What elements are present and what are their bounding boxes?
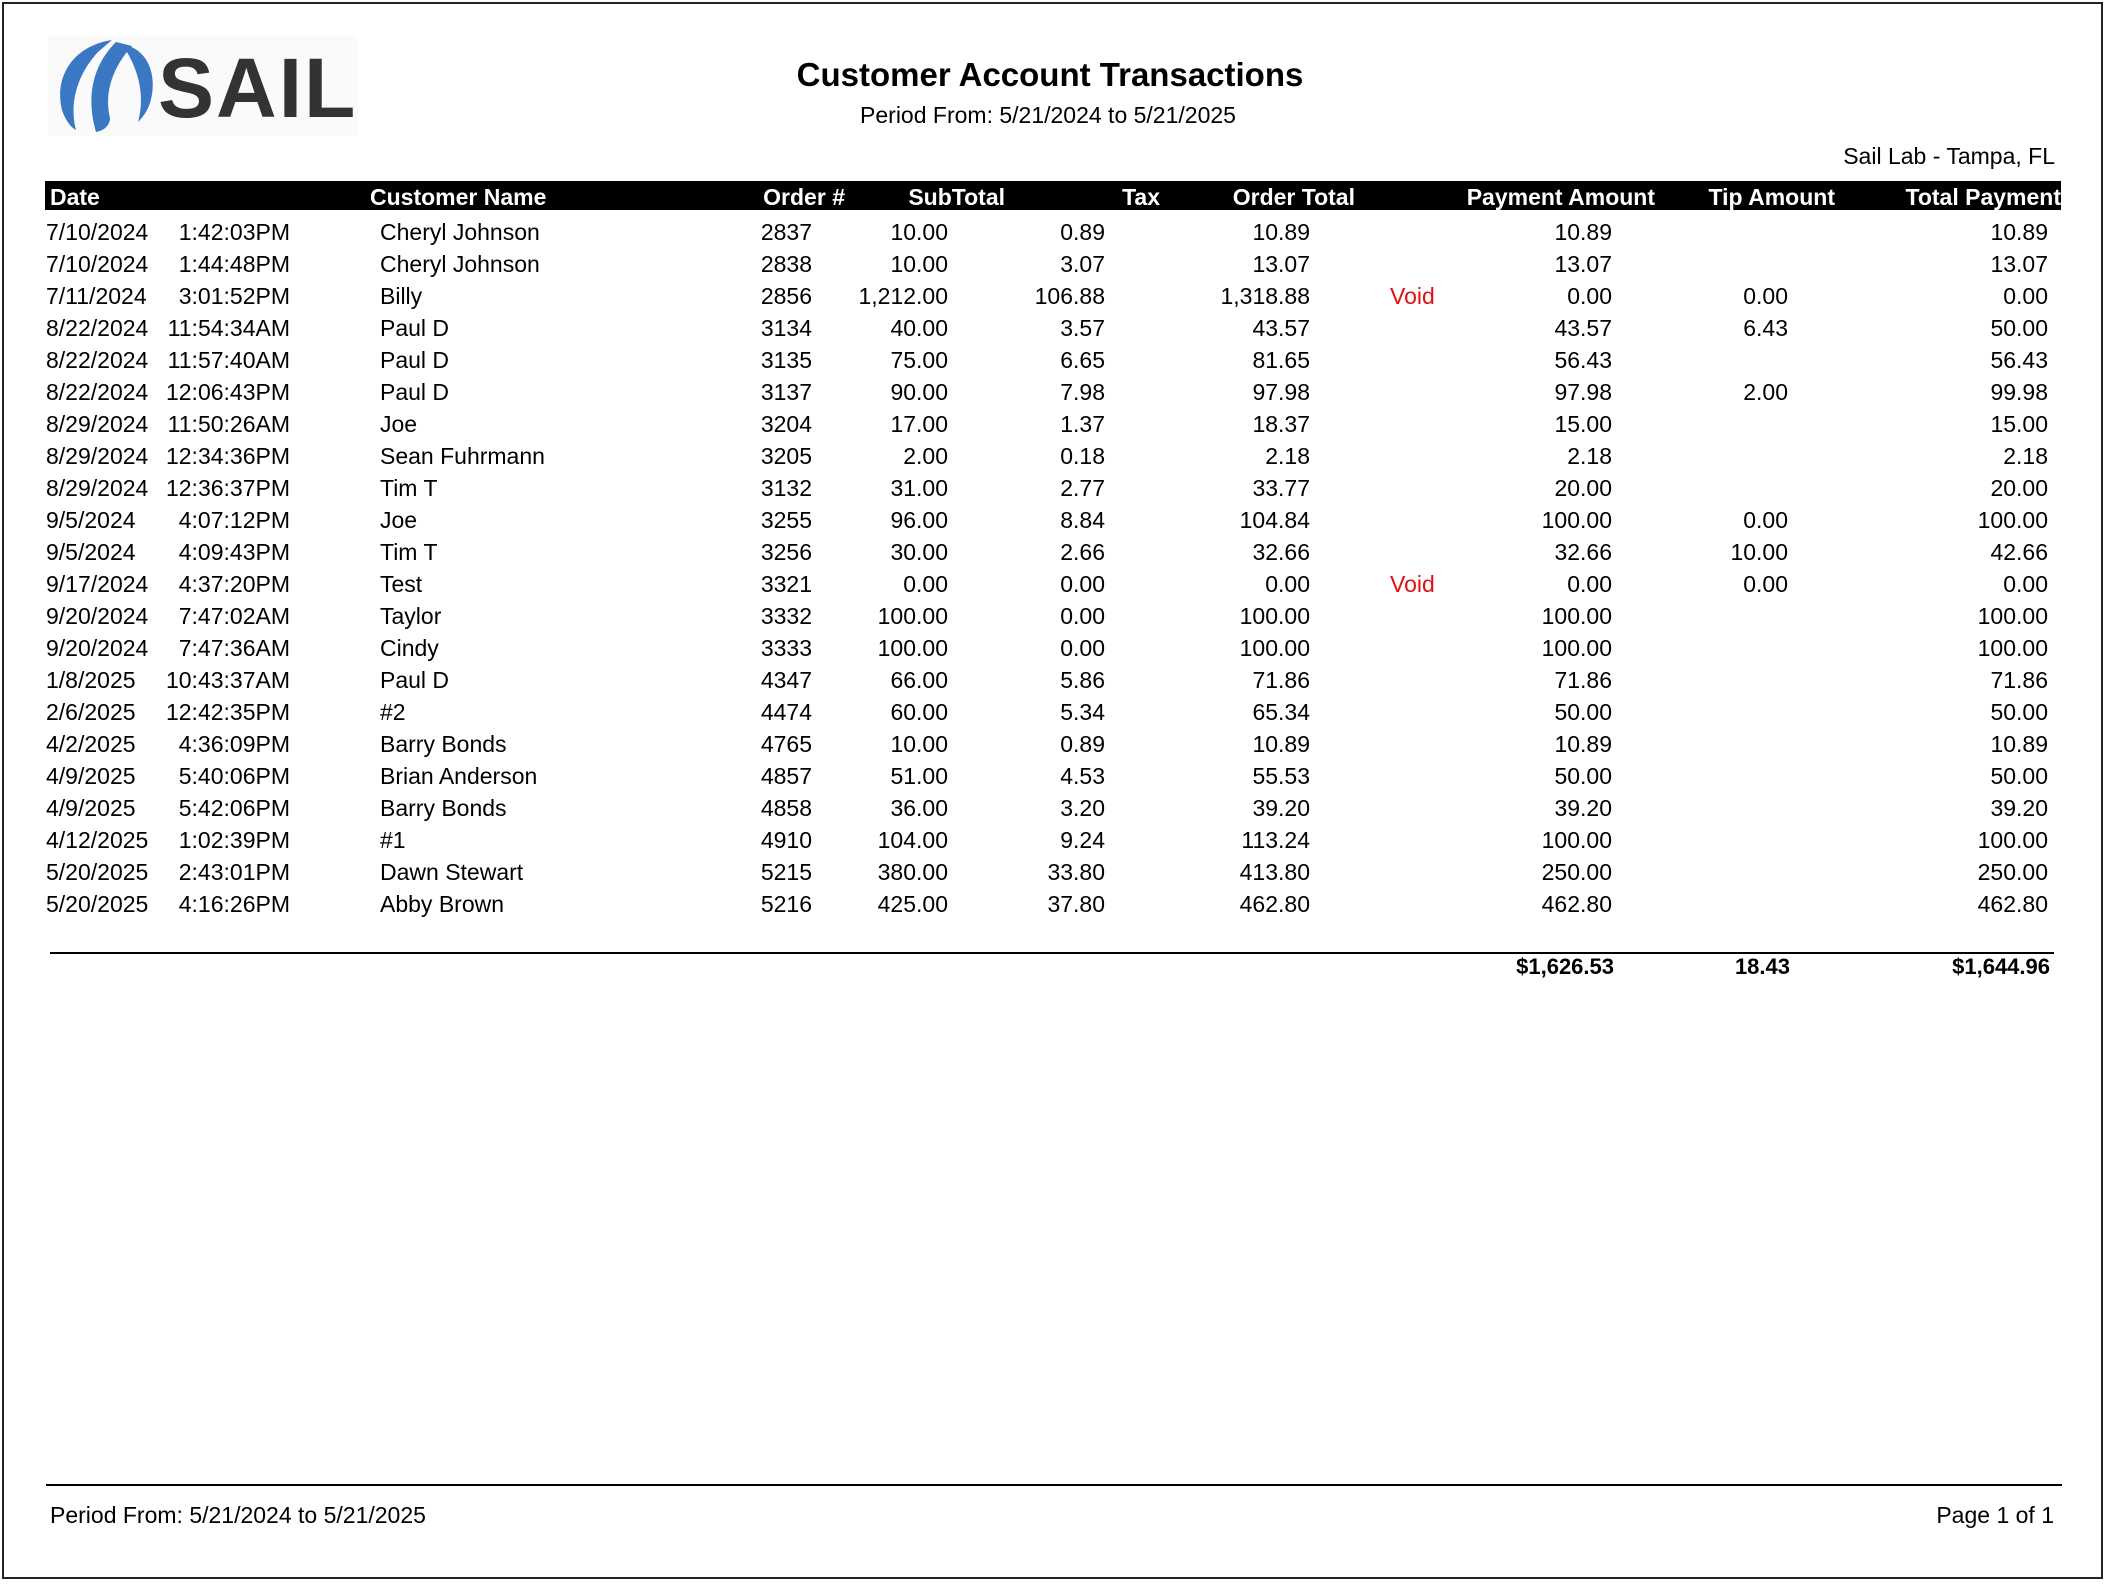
- total-payment-cell: 250.00: [1977, 859, 2048, 885]
- payment-cell: 20.00: [1554, 475, 1612, 501]
- column-header-order: Order #: [763, 184, 845, 210]
- table-row: [0, 248, 2108, 280]
- order-total-cell: 71.86: [1252, 667, 1310, 693]
- table-row: [0, 664, 2108, 696]
- payment-cell: 56.43: [1554, 347, 1612, 373]
- order-cell: 2856: [760, 283, 812, 309]
- report-title: Customer Account Transactions: [796, 56, 1304, 93]
- total-payment-cell: 100.00: [1977, 635, 2048, 661]
- order-cell: 4474: [760, 699, 812, 725]
- column-header-order-total: Order Total: [1232, 184, 1355, 210]
- total-total-payment: $1,644.96: [1952, 954, 2050, 979]
- payment-cell: 250.00: [1541, 859, 1612, 885]
- customer-cell: Dawn Stewart: [380, 859, 524, 885]
- table-row: [0, 536, 2108, 568]
- time-cell: 2:43:01PM: [178, 859, 290, 885]
- total-payment-cell: 39.20: [1990, 795, 2048, 821]
- tax-cell: 0.89: [1060, 731, 1105, 757]
- subtotal-cell: 1,212.00: [858, 283, 948, 309]
- order-cell: 2837: [760, 219, 812, 245]
- order-total-cell: 113.24: [1241, 827, 1310, 853]
- time-cell: 7:47:36AM: [178, 635, 290, 661]
- payment-cell: 2.18: [1567, 443, 1612, 469]
- payment-cell: 50.00: [1554, 763, 1612, 789]
- subtotal-cell: 17.00: [890, 411, 948, 437]
- tax-cell: 0.00: [1060, 571, 1105, 597]
- tax-cell: 106.88: [1034, 283, 1105, 309]
- customer-cell: Barry Bonds: [380, 731, 507, 757]
- total-payment-cell: 0.00: [2003, 571, 2048, 597]
- total-payment-cell: 50.00: [1990, 315, 2048, 341]
- table-row: [0, 280, 2108, 312]
- customer-cell: Tim T: [380, 475, 438, 501]
- payment-cell: 97.98: [1554, 379, 1612, 405]
- payment-cell: 10.89: [1554, 219, 1612, 245]
- time-cell: 5:40:06PM: [178, 763, 290, 789]
- page-number: Page 1 of 1: [1936, 1502, 2054, 1528]
- status-cell: Void: [1390, 571, 1435, 597]
- tax-cell: 5.86: [1060, 667, 1105, 693]
- order-total-cell: 32.66: [1252, 539, 1310, 565]
- order-total-cell: 2.18: [1265, 443, 1310, 469]
- time-cell: 4:16:26PM: [178, 891, 290, 917]
- total-payment-cell: 42.66: [1990, 539, 2048, 565]
- payment-cell: 100.00: [1541, 507, 1612, 533]
- customer-cell: Paul D: [380, 315, 450, 341]
- subtotal-cell: 60.00: [890, 699, 948, 725]
- order-total-cell: 10.89: [1252, 731, 1310, 757]
- tip-cell: 0.00: [1743, 283, 1788, 309]
- customer-cell: Cindy: [380, 635, 439, 661]
- total-payment-cell: 56.43: [1990, 347, 2048, 373]
- order-total-cell: 13.07: [1252, 251, 1310, 277]
- table-row: [0, 312, 2108, 344]
- footer-divider: [46, 1484, 2062, 1486]
- order-total-cell: 81.65: [1252, 347, 1310, 373]
- tax-cell: 0.00: [1060, 635, 1105, 661]
- customer-cell: Test: [380, 571, 423, 597]
- customer-cell: Paul D: [380, 347, 450, 373]
- time-cell: 4:36:09PM: [178, 731, 290, 757]
- date-cell: 9/5/2024: [46, 539, 136, 565]
- time-cell: 4:07:12PM: [178, 507, 290, 533]
- order-total-cell: 413.80: [1239, 859, 1310, 885]
- total-payment-cell: 50.00: [1990, 763, 2048, 789]
- date-cell: 4/2/2025: [46, 731, 136, 757]
- subtotal-cell: 30.00: [890, 539, 948, 565]
- subtotal-cell: 51.00: [890, 763, 948, 789]
- order-total-cell: 43.57: [1252, 315, 1310, 341]
- payment-cell: 43.57: [1554, 315, 1612, 341]
- date-cell: 8/22/2024: [46, 315, 149, 341]
- date-cell: 8/22/2024: [46, 347, 149, 373]
- table-row: [0, 344, 2108, 376]
- customer-cell: #2: [380, 699, 406, 725]
- date-cell: 9/20/2024: [46, 603, 149, 629]
- total-payment-cell: 10.89: [1990, 731, 2048, 757]
- customer-cell: Paul D: [380, 667, 450, 693]
- subtotal-cell: 96.00: [890, 507, 948, 533]
- subtotal-cell: 40.00: [890, 315, 948, 341]
- order-cell: 3134: [760, 315, 812, 341]
- time-cell: 4:37:20PM: [178, 571, 290, 597]
- customer-cell: Sean Fuhrmann: [380, 443, 545, 469]
- order-total-cell: 33.77: [1252, 475, 1310, 501]
- column-header-tip: Tip Amount: [1708, 184, 1835, 210]
- tax-cell: 2.77: [1060, 475, 1105, 501]
- footer-period: Period From: 5/21/2024 to 5/21/2025: [50, 1502, 426, 1528]
- subtotal-cell: 10.00: [890, 251, 948, 277]
- table-row: [0, 728, 2108, 760]
- table-row: [0, 568, 2108, 600]
- time-cell: 1:02:39PM: [178, 827, 290, 853]
- total-payment-cell: 0.00: [2003, 283, 2048, 309]
- transactions-table: [0, 216, 2108, 920]
- total-tip-amount: 18.43: [1734, 954, 1790, 979]
- customer-cell: Paul D: [380, 379, 450, 405]
- tax-cell: 6.65: [1060, 347, 1105, 373]
- total-payment-cell: 20.00: [1990, 475, 2048, 501]
- order-cell: 3135: [760, 347, 812, 373]
- table-header: [45, 181, 2061, 210]
- time-cell: 4:09:43PM: [178, 539, 290, 565]
- payment-cell: 32.66: [1554, 539, 1612, 565]
- total-payment-amount: $1,626.53: [1516, 954, 1614, 979]
- time-cell: 5:42:06PM: [178, 795, 290, 821]
- date-cell: 8/29/2024: [46, 475, 149, 501]
- customer-cell: Cheryl Johnson: [380, 251, 540, 277]
- order-cell: 2838: [760, 251, 812, 277]
- subtotal-cell: 75.00: [890, 347, 948, 373]
- report-period: Period From: 5/21/2024 to 5/21/2025: [860, 102, 1236, 128]
- total-payment-cell: 13.07: [1990, 251, 2048, 277]
- tax-cell: 3.57: [1060, 315, 1105, 341]
- order-total-cell: 18.37: [1252, 411, 1310, 437]
- tax-cell: 37.80: [1047, 891, 1105, 917]
- order-total-cell: 104.84: [1239, 507, 1310, 533]
- time-cell: 12:06:43PM: [165, 379, 290, 405]
- tax-cell: 0.00: [1060, 603, 1105, 629]
- date-cell: 2/6/2025: [46, 699, 136, 725]
- order-cell: 3256: [760, 539, 812, 565]
- subtotal-cell: 90.00: [890, 379, 948, 405]
- subtotal-cell: 100.00: [877, 603, 948, 629]
- order-cell: 3332: [760, 603, 812, 629]
- table-row: [0, 440, 2108, 472]
- column-header-payment: Payment Amount: [1466, 184, 1655, 210]
- order-total-cell: 97.98: [1252, 379, 1310, 405]
- table-row: [0, 760, 2108, 792]
- time-cell: 12:34:36PM: [165, 443, 290, 469]
- subtotal-cell: 10.00: [890, 219, 948, 245]
- time-cell: 1:42:03PM: [178, 219, 290, 245]
- tax-cell: 1.37: [1060, 411, 1105, 437]
- payment-cell: 71.86: [1554, 667, 1612, 693]
- subtotal-cell: 36.00: [890, 795, 948, 821]
- table-row: [0, 856, 2108, 888]
- total-payment-cell: 50.00: [1990, 699, 2048, 725]
- subtotal-cell: 31.00: [890, 475, 948, 501]
- table-row: [0, 888, 2108, 920]
- date-cell: 7/11/2024: [46, 283, 147, 309]
- total-payment-cell: 100.00: [1977, 827, 2048, 853]
- tax-cell: 0.89: [1060, 219, 1105, 245]
- subtotal-cell: 380.00: [877, 859, 948, 885]
- order-cell: 3204: [760, 411, 812, 437]
- time-cell: 10:43:37AM: [165, 667, 290, 693]
- date-cell: 4/12/2025: [46, 827, 149, 853]
- date-cell: 4/9/2025: [46, 795, 136, 821]
- customer-cell: #1: [380, 827, 406, 853]
- customer-cell: Barry Bonds: [380, 795, 507, 821]
- payment-cell: 462.80: [1541, 891, 1612, 917]
- order-cell: 5215: [760, 859, 812, 885]
- customer-cell: Joe: [380, 507, 418, 533]
- tip-cell: 0.00: [1743, 507, 1788, 533]
- order-cell: 3321: [760, 571, 812, 597]
- table-row: [0, 376, 2108, 408]
- payment-cell: 100.00: [1541, 827, 1612, 853]
- order-cell: 4910: [760, 827, 812, 853]
- order-total-cell: 39.20: [1252, 795, 1310, 821]
- date-cell: 8/22/2024: [46, 379, 149, 405]
- date-cell: 9/17/2024: [46, 571, 149, 597]
- order-total-cell: 10.89: [1252, 219, 1310, 245]
- tax-cell: 3.07: [1060, 251, 1105, 277]
- order-cell: 3132: [760, 475, 812, 501]
- total-payment-cell: 15.00: [1990, 411, 2048, 437]
- time-cell: 11:54:34AM: [167, 315, 290, 341]
- customer-cell: Abby Brown: [380, 891, 505, 917]
- customer-cell: Tim T: [380, 539, 438, 565]
- total-payment-cell: 99.98: [1990, 379, 2048, 405]
- table-row: [0, 408, 2108, 440]
- date-cell: 5/20/2025: [46, 859, 149, 885]
- tax-cell: 4.53: [1060, 763, 1105, 789]
- order-cell: 3333: [760, 635, 812, 661]
- order-total-cell: 1,318.88: [1220, 283, 1310, 309]
- order-cell: 3205: [760, 443, 812, 469]
- total-payment-cell: 100.00: [1977, 507, 2048, 533]
- date-cell: 8/29/2024: [46, 411, 149, 437]
- column-header-tax: Tax: [1122, 184, 1160, 210]
- date-cell: 9/20/2024: [46, 635, 149, 661]
- payment-cell: 39.20: [1554, 795, 1612, 821]
- time-cell: 1:44:48PM: [178, 251, 290, 277]
- payment-cell: 0.00: [1567, 571, 1612, 597]
- column-header-customer: Customer Name: [370, 184, 547, 210]
- table-row: [0, 216, 2108, 248]
- date-cell: 7/10/2024: [46, 251, 149, 277]
- customer-cell: Billy: [380, 283, 423, 309]
- tax-cell: 3.20: [1060, 795, 1105, 821]
- table-row: [0, 792, 2108, 824]
- tip-cell: 10.00: [1730, 539, 1788, 565]
- date-cell: 8/29/2024: [46, 443, 149, 469]
- date-cell: 5/20/2025: [46, 891, 149, 917]
- date-cell: 9/5/2024: [46, 507, 136, 533]
- order-total-cell: 100.00: [1239, 603, 1310, 629]
- time-cell: 11:57:40AM: [167, 347, 290, 373]
- order-total-cell: 65.34: [1252, 699, 1310, 725]
- time-cell: 7:47:02AM: [178, 603, 290, 629]
- customer-cell: Brian Anderson: [380, 763, 538, 789]
- tax-cell: 9.24: [1060, 827, 1105, 853]
- column-header-total-payment: Total Payment: [1905, 184, 2061, 210]
- tax-cell: 8.84: [1060, 507, 1105, 533]
- order-cell: 4857: [760, 763, 812, 789]
- total-payment-cell: 100.00: [1977, 603, 2048, 629]
- time-cell: 12:42:35PM: [165, 699, 290, 725]
- logo-text: SAIL: [158, 41, 358, 135]
- tax-cell: 2.66: [1060, 539, 1105, 565]
- time-cell: 3:01:52PM: [178, 283, 290, 309]
- total-payment-cell: 10.89: [1990, 219, 2048, 245]
- order-cell: 5216: [760, 891, 812, 917]
- time-cell: 11:50:26AM: [167, 411, 290, 437]
- payment-cell: 100.00: [1541, 635, 1612, 661]
- subtotal-cell: 66.00: [890, 667, 948, 693]
- tax-cell: 0.18: [1060, 443, 1105, 469]
- tax-cell: 7.98: [1060, 379, 1105, 405]
- payment-cell: 13.07: [1554, 251, 1612, 277]
- total-payment-cell: 462.80: [1977, 891, 2048, 917]
- tax-cell: 5.34: [1060, 699, 1105, 725]
- payment-cell: 50.00: [1554, 699, 1612, 725]
- order-total-cell: 55.53: [1252, 763, 1310, 789]
- payment-cell: 100.00: [1541, 603, 1612, 629]
- tip-cell: 6.43: [1743, 315, 1788, 341]
- subtotal-cell: 104.00: [877, 827, 948, 853]
- customer-cell: Taylor: [380, 603, 442, 629]
- table-row: [0, 504, 2108, 536]
- column-header-subtotal: SubTotal: [908, 184, 1005, 210]
- payment-cell: 10.89: [1554, 731, 1612, 757]
- table-row: [0, 824, 2108, 856]
- subtotal-cell: 2.00: [903, 443, 948, 469]
- customer-cell: Joe: [380, 411, 418, 437]
- tip-cell: 0.00: [1743, 571, 1788, 597]
- subtotal-cell: 100.00: [877, 635, 948, 661]
- payment-cell: 15.00: [1554, 411, 1612, 437]
- table-row: [0, 472, 2108, 504]
- order-total-cell: 462.80: [1239, 891, 1310, 917]
- table-row: [0, 600, 2108, 632]
- status-cell: Void: [1390, 283, 1435, 309]
- payment-cell: 0.00: [1567, 283, 1612, 309]
- subtotal-cell: 425.00: [877, 891, 948, 917]
- order-cell: 3137: [760, 379, 812, 405]
- order-total-cell: 0.00: [1265, 571, 1310, 597]
- order-cell: 4347: [760, 667, 812, 693]
- table-row: [0, 632, 2108, 664]
- date-cell: 1/8/2025: [46, 667, 136, 693]
- order-total-cell: 100.00: [1239, 635, 1310, 661]
- date-cell: 7/10/2024: [46, 219, 149, 245]
- store-location: Sail Lab - Tampa, FL: [1843, 143, 2055, 169]
- tax-cell: 33.80: [1047, 859, 1105, 885]
- date-cell: 4/9/2025: [46, 763, 136, 789]
- column-header-date: Date: [50, 184, 100, 210]
- time-cell: 12:36:37PM: [165, 475, 290, 501]
- order-cell: 4765: [760, 731, 812, 757]
- tip-cell: 2.00: [1743, 379, 1788, 405]
- order-cell: 4858: [760, 795, 812, 821]
- subtotal-cell: 0.00: [903, 571, 948, 597]
- total-payment-cell: 2.18: [2003, 443, 2048, 469]
- customer-cell: Cheryl Johnson: [380, 219, 540, 245]
- total-payment-cell: 71.86: [1990, 667, 2048, 693]
- subtotal-cell: 10.00: [890, 731, 948, 757]
- order-cell: 3255: [760, 507, 812, 533]
- table-row: [0, 696, 2108, 728]
